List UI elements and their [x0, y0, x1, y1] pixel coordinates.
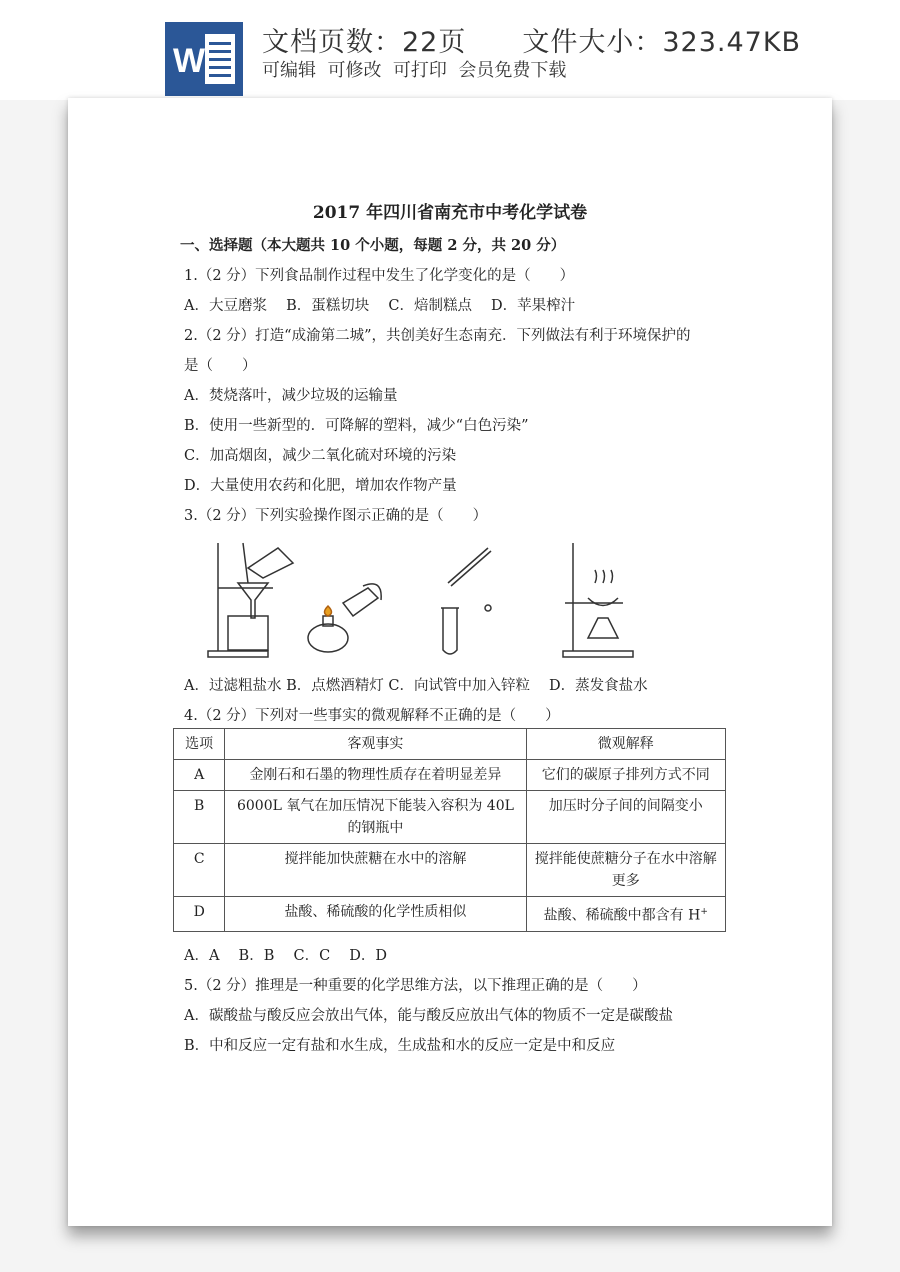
question-2-option-b: B．使用一些新型的．可降解的塑料，减少“白色污染”: [184, 418, 529, 434]
header-bar: [0, 0, 900, 100]
table-row: [174, 760, 726, 791]
table-cell: D: [174, 897, 225, 932]
lab-apparatus-figure: [203, 538, 693, 663]
table-cell-text: 盐酸、稀硫酸中都含有 H: [543, 907, 701, 924]
question-2-option-a: A．焚烧落叶，减少垃圾的运输量: [184, 388, 398, 404]
question-4-table: [173, 728, 726, 932]
question-3: 3.（2 分）下列实验操作图示正确的是（ ）: [184, 508, 488, 524]
table-row: [174, 844, 726, 897]
file-info-title: 文档页数：22页 文件大小：323.47KB: [262, 27, 802, 58]
section-heading: 一、选择题（本大题共 10 个小题，每题 2 分，共 20 分）: [180, 237, 566, 254]
table-header-cell: 客观事实: [225, 729, 526, 760]
table-row: [174, 791, 726, 844]
table-cell: 搅拌能使蔗糖分子在水中溶解更多: [526, 844, 725, 897]
table-header-cell: 选项: [174, 729, 225, 760]
table-cell: A: [174, 760, 225, 791]
table-cell: C: [174, 844, 225, 897]
document-title: 2017 年四川省南充市中考化学试卷: [312, 203, 588, 223]
table-cell: 金刚石和石墨的物理性质存在着明显差异: [225, 760, 526, 791]
file-info-subtitle: 可编辑 可修改 可打印 会员免费下载: [262, 60, 567, 81]
question-5-option-b: B．中和反应一定有盐和水生成，生成盐和水的反应一定是中和反应: [184, 1038, 616, 1054]
question-1: 1.（2 分）下列食品制作过程中发生了化学变化的是（ ）: [184, 268, 575, 284]
alcohol-lamp-icon: [308, 584, 381, 652]
table-cell: 搅拌能加快蔗糖在水中的溶解: [225, 844, 526, 897]
word-icon-letter: W: [173, 42, 206, 80]
table-header-cell: 微观解释: [526, 729, 725, 760]
question-2-line2: 是（ ）: [184, 358, 257, 374]
table-cell-with-superscript: [526, 897, 725, 932]
question-4-options: A．A B．B C．C D．D: [184, 948, 388, 964]
document-page: [68, 98, 832, 1226]
question-2-line1: 2.（2 分）打造“成渝第二城”，共创美好生态南充．下列做法有利于环境保护的: [184, 328, 691, 344]
question-3-options: A．过滤粗盐水 B．点燃酒精灯 C．向试管中加入锌粒 D．蒸发食盐水: [184, 678, 648, 694]
question-4: 4.（2 分）下列对一些事实的微观解释不正确的是（ ）: [184, 708, 560, 724]
question-5: 5.（2 分）推理是一种重要的化学思维方法，以下推理正确的是（ ）: [184, 978, 647, 994]
table-cell: B: [174, 791, 225, 844]
table-row: [174, 897, 726, 932]
test-tube-icon: [441, 548, 491, 654]
table-cell: 6000L 氧气在加压情况下能装入容积为 40L 的钢瓶中: [225, 791, 526, 844]
filtration-apparatus-icon: [208, 543, 293, 657]
table-header-row: [174, 729, 726, 760]
word-doc-icon: [165, 22, 243, 96]
question-5-option-a: A．碳酸盐与酸反应会放出气体，能与酸反应放出气体的物质不一定是碳酸盐: [184, 1008, 673, 1024]
question-2-option-d: D．大量使用农药和化肥，增加农作物产量: [184, 478, 457, 494]
table-cell: 它们的碳原子排列方式不同: [526, 760, 725, 791]
question-1-options: A．大豆磨浆 B．蛋糕切块 C．焙制糕点 D．苹果榨汁: [184, 298, 576, 314]
evaporation-apparatus-icon: [563, 543, 633, 657]
superscript-plus: +: [700, 907, 708, 917]
table-cell: 盐酸、稀硫酸的化学性质相似: [225, 897, 526, 932]
table-cell: 加压时分子间的间隔变小: [526, 791, 725, 844]
question-2-option-c: C．加高烟囱，减少二氧化硫对环境的污染: [184, 448, 457, 464]
